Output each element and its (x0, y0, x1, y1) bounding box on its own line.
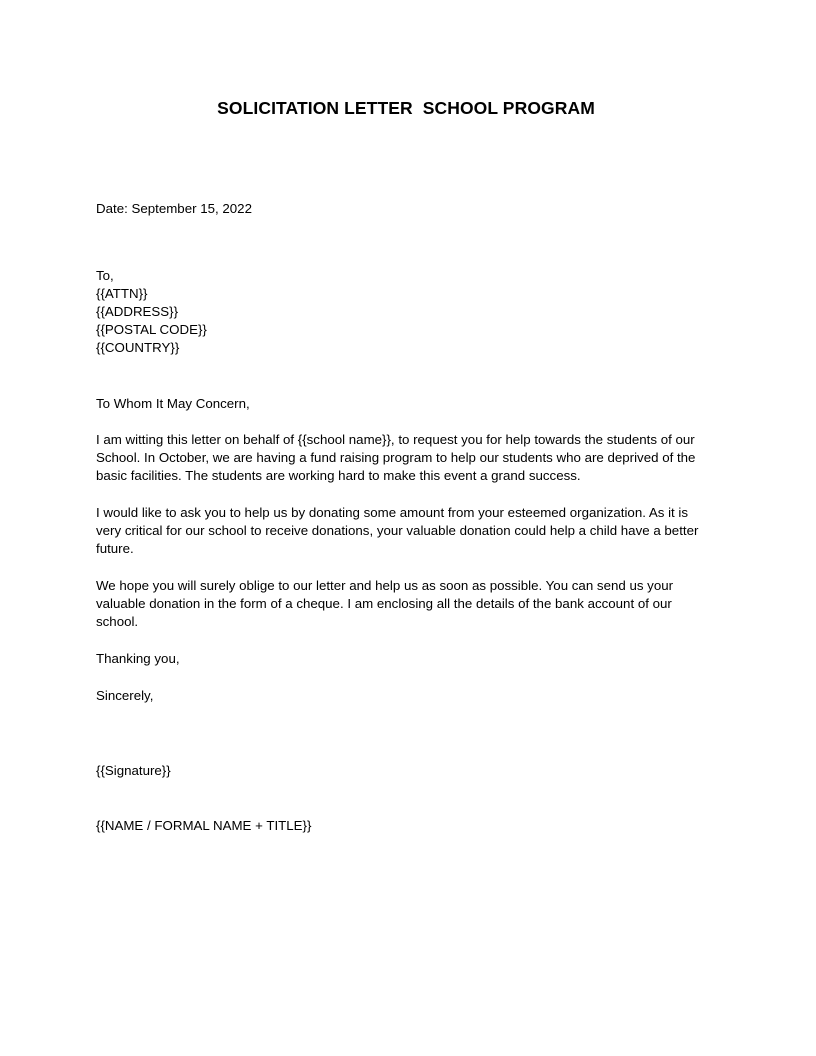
paragraph-line: school. (96, 614, 139, 630)
paragraph-line: basic facilities. The students are working hard to make this event a grand success. (96, 468, 581, 484)
paragraph-line: We hope you will surely oblige to our letter and help us as soon as possible. You can send us your (96, 578, 674, 593)
recipient-to: To, (96, 268, 114, 283)
body-paragraph (96, 504, 736, 559)
salutation: To Whom It May Concern, (96, 396, 250, 411)
paragraph-line: I am witting this letter on behalf of {{school name}}, to request you for help towards the students of our (96, 432, 695, 447)
document-title: SOLICITATION LETTER SCHOOL PROGRAM (217, 98, 595, 118)
recipient-attn: {{ATTN}} (96, 286, 148, 301)
paragraph-line: I would like to ask you to help us by donating some amount from your esteemed organization. As it is (96, 505, 689, 520)
body-paragraph (96, 431, 736, 486)
paragraph-line: School. In October, we are having a fund raising program to help our students who are deprived of the (96, 450, 696, 466)
paragraph-line: future. (96, 541, 134, 557)
recipient-country: {{COUNTRY}} (96, 340, 180, 355)
closing-line: Sincerely, (96, 688, 154, 703)
thanks-line: Thanking you, (96, 651, 180, 666)
name-title-placeholder: {{NAME / FORMAL NAME + TITLE}} (96, 818, 312, 833)
body-paragraph (96, 577, 736, 632)
letter-date: Date: September 15, 2022 (96, 201, 252, 216)
paragraph-line: very critical for our school to receive donations, your valuable donation could help a child have a better (96, 523, 699, 539)
recipient-postal-code: {{POSTAL CODE}} (96, 322, 207, 337)
recipient-address: {{ADDRESS}} (96, 304, 179, 319)
paragraph-line: valuable donation in the form of a cheque. I am enclosing all the details of the bank account of our (96, 596, 672, 612)
signature-placeholder: {{Signature}} (96, 763, 171, 778)
